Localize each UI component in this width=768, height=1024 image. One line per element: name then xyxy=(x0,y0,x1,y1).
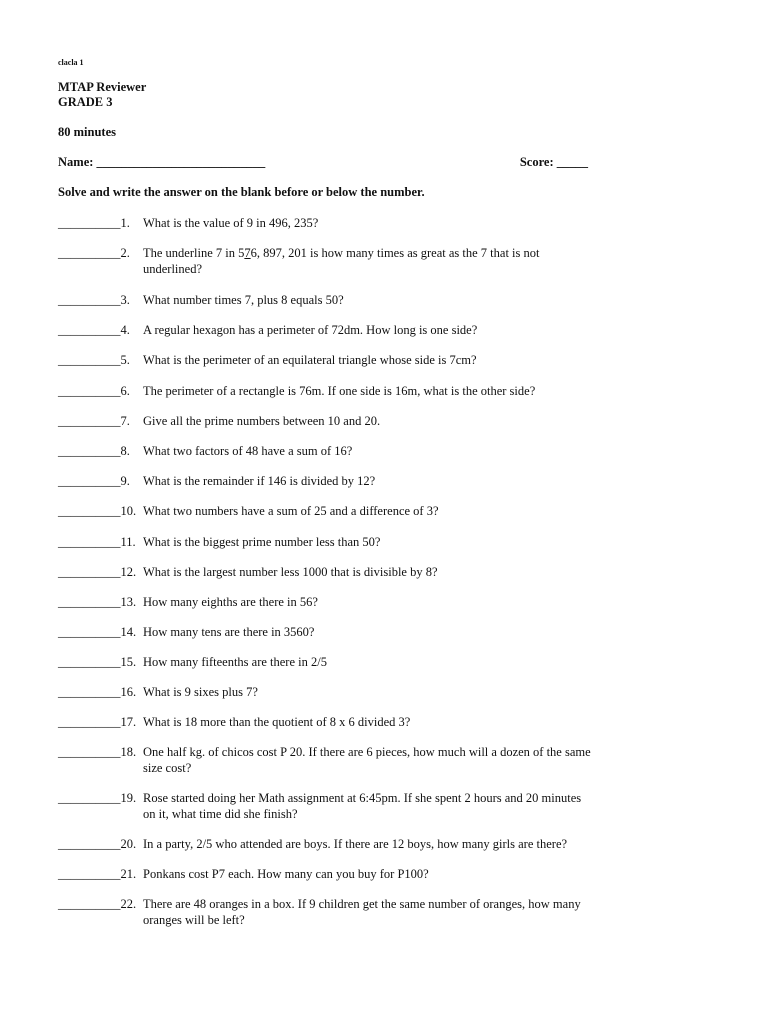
answer-blank[interactable]: __________3. xyxy=(58,293,130,307)
document-tag: clacla 1 xyxy=(58,58,84,67)
name-score-row xyxy=(58,155,588,170)
question-text: In a party, 2/5 who attended are boys. If there are 12 boys, how many girls are there? xyxy=(143,837,568,851)
name-field[interactable]: Name: ___________________________ xyxy=(58,155,266,169)
question-text: What is 9 sixes plus 7? xyxy=(143,685,258,699)
question-text: What is the biggest prime number less than 50? xyxy=(143,535,381,549)
answer-blank[interactable]: __________10. xyxy=(58,504,137,518)
grade-label: GRADE 3 xyxy=(58,95,113,109)
question-text: What two numbers have a sum of 25 and a difference of 3? xyxy=(143,504,439,518)
instructions: Solve and write the answer on the blank before or below the number. xyxy=(58,185,425,199)
answer-blank[interactable]: __________5. xyxy=(58,353,130,367)
question-text-part: 6, 897, 201 is how many times as great as the 7 that is not underlined? xyxy=(143,246,540,276)
answer-blank[interactable]: __________16. xyxy=(58,685,137,699)
answer-blank[interactable]: __________2. xyxy=(58,246,130,260)
question-text: What two factors of 48 have a sum of 16? xyxy=(143,444,353,458)
duration-label: 80 minutes xyxy=(58,125,116,139)
question-text: The perimeter of a rectangle is 76m. If one side is 16m, what is the other side? xyxy=(143,384,536,398)
document-title: MTAP Reviewer xyxy=(58,80,147,94)
answer-blank[interactable]: __________20. xyxy=(58,837,137,851)
question-text: What is the value of 9 in 496, 235? xyxy=(143,216,319,230)
answer-blank[interactable]: __________13. xyxy=(58,595,137,609)
answer-blank[interactable]: __________21. xyxy=(58,867,137,881)
question-text: There are 48 oranges in a box. If 9 children get the same number of oranges, how many oranges will be left? xyxy=(143,897,581,927)
question-text: Rose started doing her Math assignment at 6:45pm. If she spent 2 hours and 20 minutes on it, what time did she finish? xyxy=(143,791,582,821)
answer-blank[interactable]: __________14. xyxy=(58,625,137,639)
answer-blank[interactable]: __________12. xyxy=(58,565,137,579)
answer-blank[interactable]: __________17. xyxy=(58,715,137,729)
answer-blank[interactable]: __________9. xyxy=(58,474,130,488)
answer-blank[interactable]: __________8. xyxy=(58,444,130,458)
score-field[interactable]: Score: _____ xyxy=(519,155,588,169)
answer-blank[interactable]: __________7. xyxy=(58,414,130,428)
answer-blank[interactable]: __________1. xyxy=(58,216,130,230)
answer-blank[interactable]: __________4. xyxy=(58,323,130,337)
answer-blank[interactable]: __________11. xyxy=(58,535,136,549)
question-text: How many eighths are there in 56? xyxy=(143,595,318,609)
answer-blank[interactable]: __________22. xyxy=(58,897,137,911)
answer-blank[interactable]: __________18. xyxy=(58,745,137,759)
question-text: How many fifteenths are there in 2/5 xyxy=(143,655,327,669)
question-text xyxy=(143,245,593,277)
underlined-digit: 7 xyxy=(244,246,251,260)
answer-blank[interactable]: __________15. xyxy=(58,655,137,669)
question-text-part: The underline 7 in 5 xyxy=(143,246,245,260)
question-text: One half kg. of chicos cost P 20. If there are 6 pieces, how much will a dozen of the same size cost? xyxy=(143,745,591,775)
answer-blank[interactable]: __________6. xyxy=(58,384,130,398)
question-text: A regular hexagon has a perimeter of 72dm. How long is one side? xyxy=(143,323,478,337)
question-text: What is the remainder if 146 is divided by 12? xyxy=(143,474,376,488)
question-text: Ponkans cost P7 each. How many can you buy for P100? xyxy=(143,867,429,881)
question-text: What is the perimeter of an equilateral triangle whose side is 7cm? xyxy=(143,353,477,367)
answer-blank[interactable]: __________19. xyxy=(58,791,137,805)
question-text: What number times 7, plus 8 equals 50? xyxy=(143,293,344,307)
question-text: Give all the prime numbers between 10 and 20. xyxy=(143,414,381,428)
question-text: What is 18 more than the quotient of 8 x 6 divided 3? xyxy=(143,715,411,729)
question-text: How many tens are there in 3560? xyxy=(143,625,315,639)
question-text: What is the largest number less 1000 that is divisible by 8? xyxy=(143,565,438,579)
